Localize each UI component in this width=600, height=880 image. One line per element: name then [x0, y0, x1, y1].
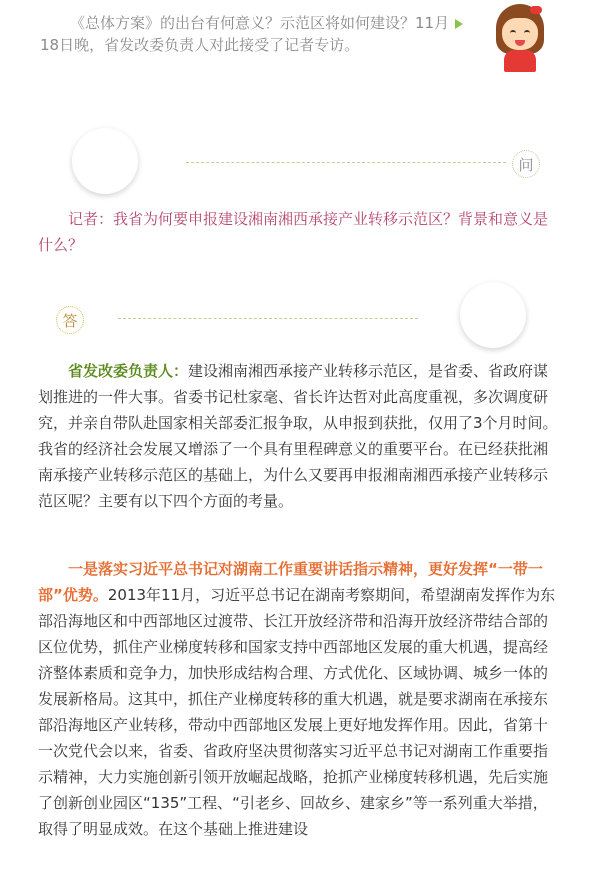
- play-arrow-icon: [455, 19, 463, 29]
- intro-paragraph: 《总体方案》的出台有何意义？示范区将如何建设？11月18日晚，省发改委负责人对此接受了记者专访。: [40, 14, 450, 54]
- decorative-circle: [72, 128, 138, 194]
- point-heading: 一是落实习近平总书记对湖南工作重要讲话指示精神，更好发挥“一带一部”优势。: [38, 560, 543, 604]
- answer-text: 2013年11月，习近平总书记在湖南考察期间，希望湖南发挥作为东部沿海地区和中西部地区过渡带、长江开放经济带和沿海开放经济带结合部的区位优势，抓住产业梯度转移和国家支持中西部地区发展的重大机遇，提高经济整体素质和竞争力，加快形成结构合理、方式优化、区域协调、城乡一体的发展新格局。这其中，抓住产业梯度转移的重大机遇，就是要求湖南在承接东部沿海地区产业转移，带动中西部地区发展上更好地发挥作用。因此，省第十一次党代会以来，省委、省政府坚决贯彻落实习近平总书记对湖南工作重要指示精神，大力实施创新引领开放崛起战略，抢抓产业梯度转移机遇，先后实施了创新创业园区“135”工程、“引老乡、回故乡、建家乡”等一系列重大举措，取得了明显成效。在这个基础上推进建设: [38, 586, 556, 838]
- answer-badge: 答: [56, 306, 84, 334]
- cartoon-girl-avatar: [490, 2, 550, 74]
- answer-divider-line: [118, 318, 418, 319]
- decorative-circle: [460, 282, 526, 348]
- question-divider-line: [186, 162, 506, 163]
- reporter-question: 记者：我省为何要申报建设湘南湘西承接产业转移示范区？背景和意义是什么？: [38, 210, 549, 254]
- answer-text: 建设湘南湘西承接产业转移示范区，是省委、省政府谋划推进的一件大事。省委书记杜家毫、省长许达哲对此高度重视，多次调度研究，并亲自带队赴国家相关部委汇报争取，从申报到获批，仅用了3个月时间。我省的经济社会发展又增添了一个具有里程碑意义的重要平台。在已经获批湘南承接产业转移示范区的基础上，为什么又要再申报湘南湘西承接产业转移示范区呢？主要有以下四个方面的考量。: [38, 362, 558, 510]
- speaker-label: 省发改委负责人：: [68, 362, 189, 380]
- question-badge: 问: [512, 150, 540, 178]
- answer-paragraph-1: [38, 358, 562, 514]
- answer-paragraph-2: [38, 556, 562, 842]
